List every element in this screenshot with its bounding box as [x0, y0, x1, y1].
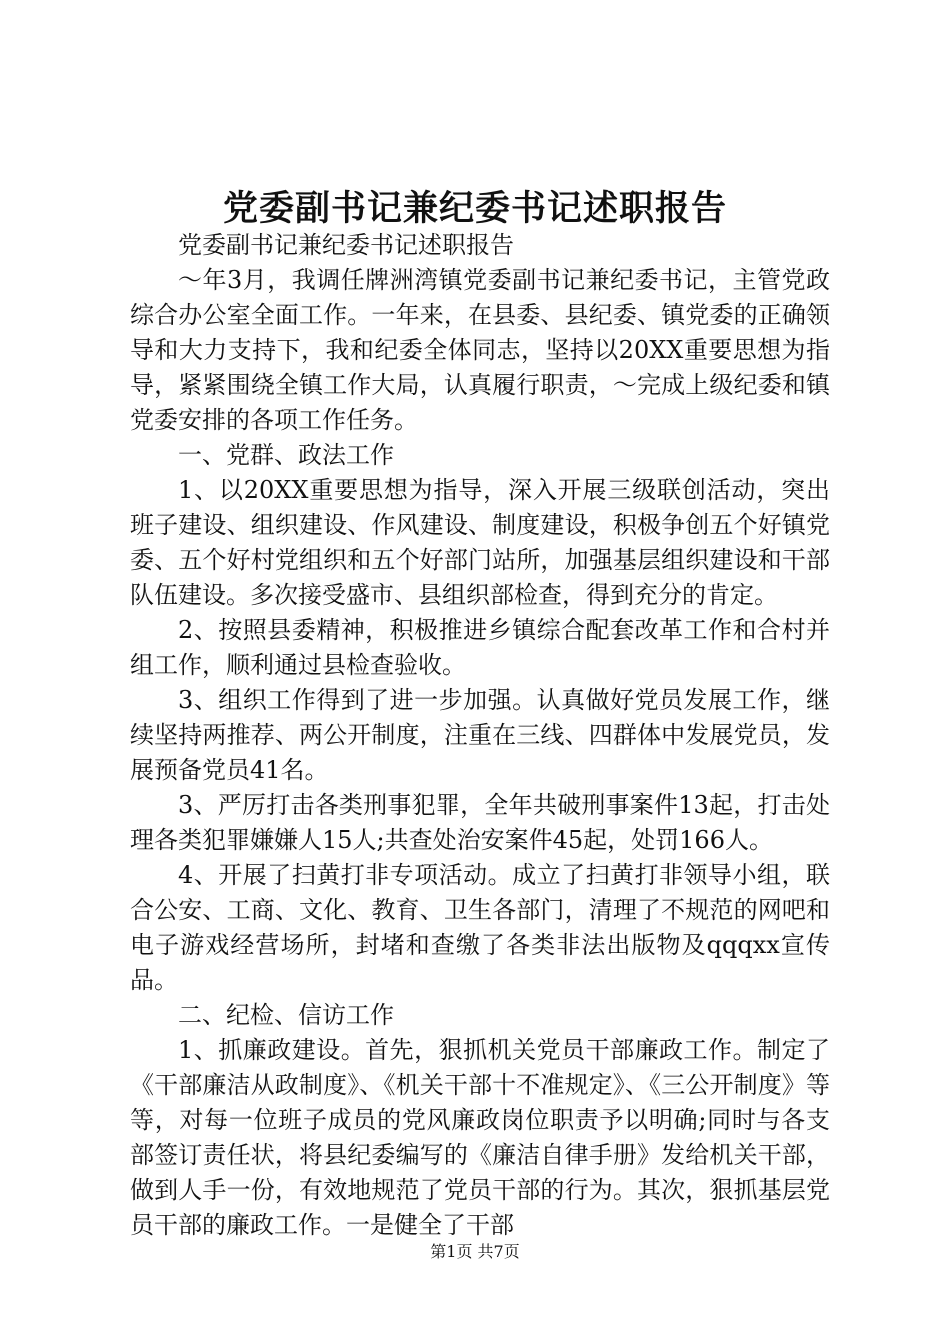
section-heading-2: 二、纪检、信访工作	[178, 1001, 394, 1029]
paragraph-item: 4、开展了扫黄打非专项活动。成立了扫黄打非领导小组，联合公安、工商、文化、教育、卫生各部门，清理了不规范的网吧和电子游戏经营场所，封堵和查缴了各类非法出版物及qqqxx宣传品。	[130, 861, 830, 994]
page-number-footer: 第1页 共7页	[430, 1242, 520, 1261]
section-heading-1: 一、党群、政法工作	[178, 441, 394, 469]
document-title: 党委副书记兼纪委书记述职报告	[222, 188, 727, 229]
paragraph-item: 3、组织工作得到了进一步加强。认真做好党员发展工作，继续坚持两推荐、两公开制度，注重在三线、四群体中发展党员，发展预备党员41名。	[130, 686, 830, 784]
paragraph-item: 1、以20XX重要思想为指导，深入开展三级联创活动，突出班子建设、组织建设、作风建设、制度建设，积极争创五个好镇党委、五个好村党组织和五个好部门站所，加强基层组织建设和干部队伍建设。多次接受盛市、县组织部检查，得到充分的肯定。	[130, 476, 830, 609]
paragraph-intro: ～年3月，我调任牌洲湾镇党委副书记兼纪委书记，主管党政综合办公室全面工作。一年来，在县委、县纪委、镇党委的正确领导和大力支持下，我和纪委全体同志，坚持以20XX重要思想为指导，紧紧围绕全镇工作大局，认真履行职责，～完成上级纪委和镇党委安排的各项工作任务。	[130, 266, 830, 434]
paragraph-subtitle: 党委副书记兼纪委书记述职报告	[178, 231, 514, 259]
document-body	[130, 228, 830, 1243]
paragraph-item: 3、严厉打击各类刑事犯罪，全年共破刑事案件13起，打击处理各类犯罪嫌嫌人15人;共查处治安案件45起，处罚166人。	[130, 791, 830, 854]
paragraph-item: 1、抓廉政建设。首先，狠抓机关党员干部廉政工作。制定了《干部廉洁从政制度》、《机关干部十不准规定》、《三公开制度》等等，对每一位班子成员的党风廉政岗位职责予以明确;同时与各支部签订责任状，将县纪委编写的《廉洁自律手册》发给机关干部，做到人手一份，有效地规范了党员干部的行为。其次，狠抓基层党员干部的廉政工作。一是健全了干部	[130, 1036, 830, 1239]
paragraph-item: 2、按照县委精神，积极推进乡镇综合配套改革工作和合村并组工作，顺利通过县检查验收。	[130, 616, 830, 679]
